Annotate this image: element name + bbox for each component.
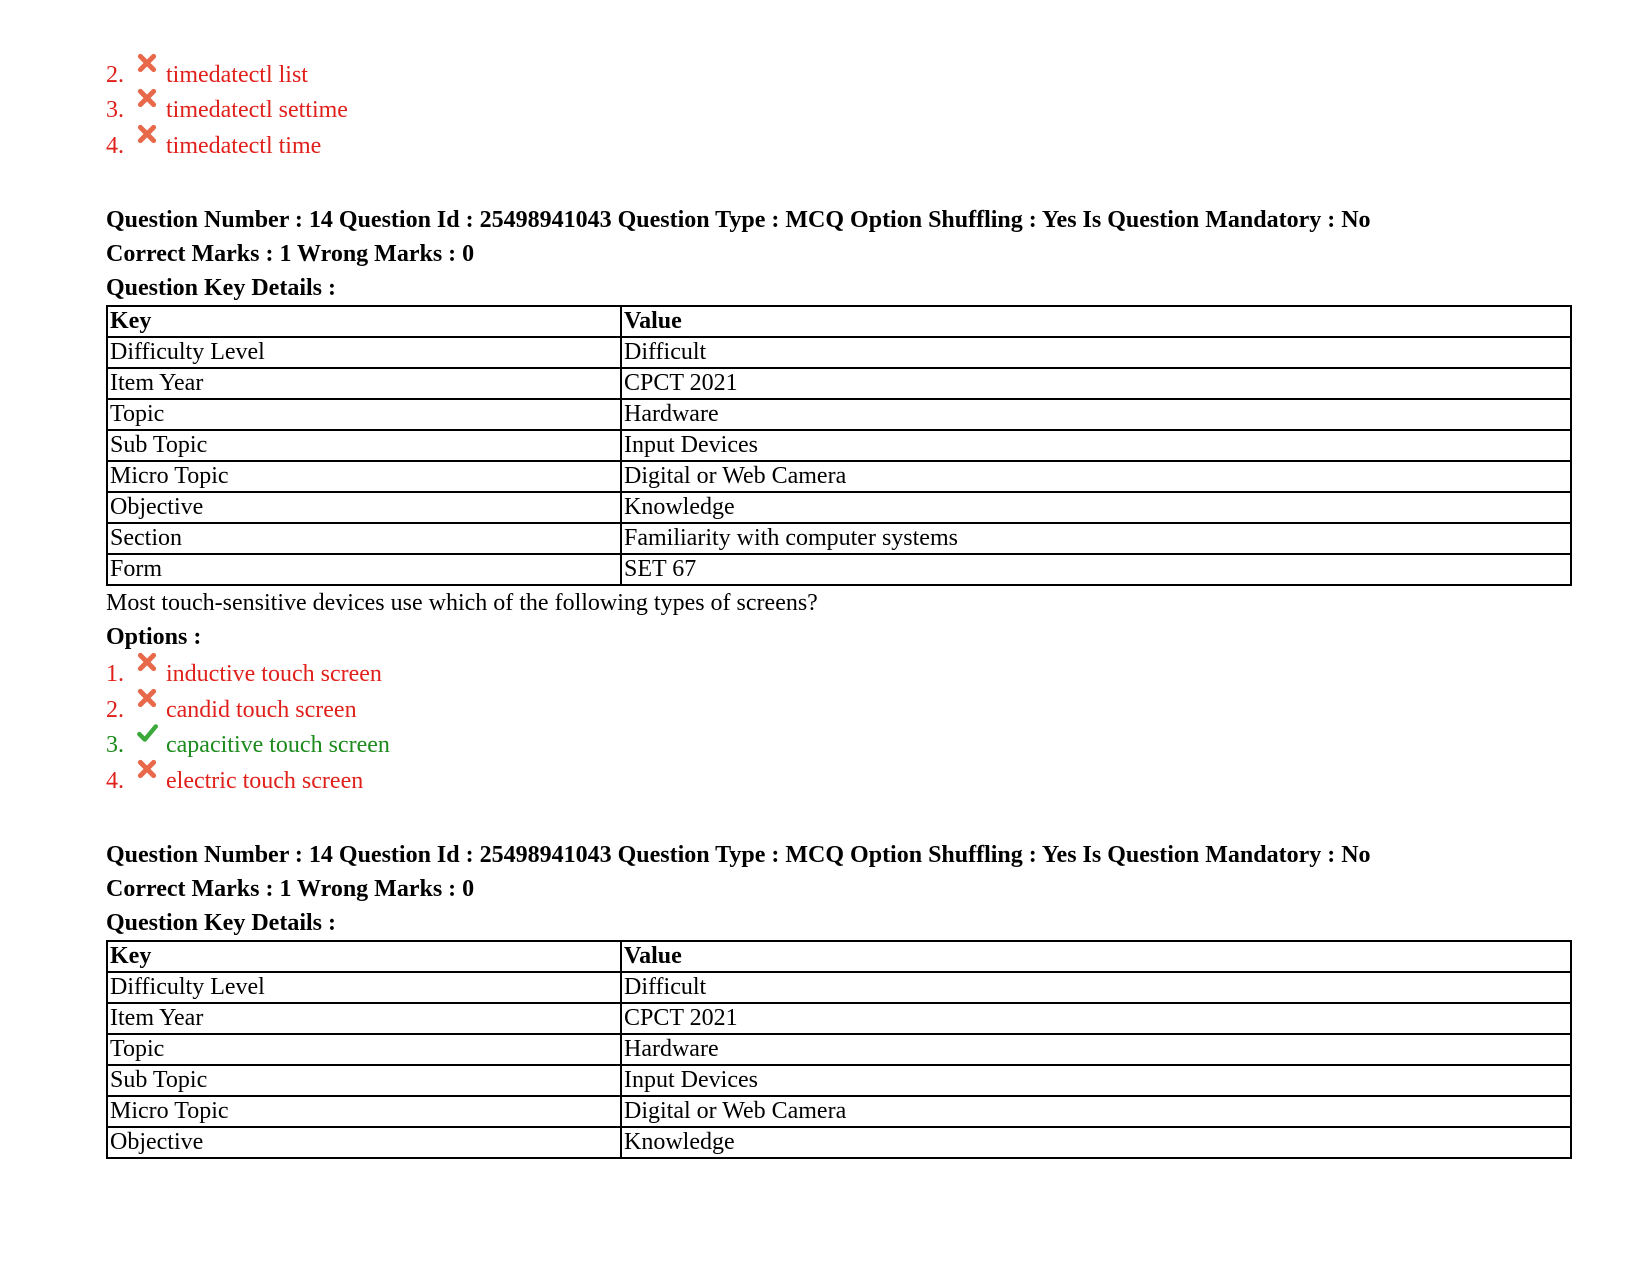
- cross-icon: [136, 687, 162, 713]
- table-row: [107, 972, 1571, 1003]
- option-number: 4.: [106, 133, 124, 159]
- table-row: [107, 461, 1571, 492]
- column-header-key: Key: [107, 306, 621, 337]
- row-value: Difficult: [621, 972, 1571, 1003]
- cross-icon: [136, 758, 162, 784]
- row-key: Section: [107, 523, 621, 554]
- key-details-table: [106, 940, 1572, 1159]
- row-key: Sub Topic: [107, 430, 621, 461]
- row-key: Sub Topic: [107, 1065, 621, 1096]
- table-row: [107, 368, 1571, 399]
- cross-icon: [136, 123, 162, 149]
- row-value: Knowledge: [621, 1127, 1571, 1158]
- options-label: Options :: [106, 624, 202, 650]
- row-value: Familiarity with computer systems: [621, 523, 1571, 554]
- table-row: [107, 430, 1571, 461]
- option-item: [106, 129, 321, 163]
- row-value: Hardware: [621, 1034, 1571, 1065]
- marks-line: Correct Marks : 1 Wrong Marks : 0: [106, 241, 475, 267]
- option-text: electric touch screen: [166, 768, 364, 794]
- option-text: timedatectl time: [166, 133, 322, 159]
- table-row: [107, 492, 1571, 523]
- row-key: Topic: [107, 399, 621, 430]
- option-text: candid touch screen: [166, 697, 357, 723]
- row-key: Difficulty Level: [107, 972, 621, 1003]
- row-value: Hardware: [621, 399, 1571, 430]
- row-value: Knowledge: [621, 492, 1571, 523]
- cross-icon: [136, 52, 162, 78]
- cross-icon: [136, 651, 162, 677]
- row-key: Objective: [107, 492, 621, 523]
- row-key: Micro Topic: [107, 461, 621, 492]
- row-key: Micro Topic: [107, 1096, 621, 1127]
- option-number: 3.: [106, 97, 124, 123]
- option-item: [106, 657, 382, 691]
- table-header-row: [107, 306, 1571, 337]
- table-row: [107, 1065, 1571, 1096]
- row-value: CPCT 2021: [621, 368, 1571, 399]
- table-header-row: [107, 941, 1571, 972]
- row-value: Digital or Web Camera: [621, 1096, 1571, 1127]
- row-value: SET 67: [621, 554, 1571, 585]
- table-row: [107, 1096, 1571, 1127]
- option-text: timedatectl settime: [166, 97, 348, 123]
- option-item: [106, 764, 363, 798]
- option-number: 3.: [106, 732, 124, 758]
- row-value: CPCT 2021: [621, 1003, 1571, 1034]
- row-value: Digital or Web Camera: [621, 461, 1571, 492]
- checkmark-icon: [136, 722, 162, 748]
- table-row: [107, 554, 1571, 585]
- table-row: [107, 523, 1571, 554]
- option-item-correct: [106, 728, 390, 762]
- row-value: Difficult: [621, 337, 1571, 368]
- row-key: Item Year: [107, 368, 621, 399]
- option-number: 4.: [106, 768, 124, 794]
- question-block: [106, 203, 1576, 654]
- option-number: 2.: [106, 62, 124, 88]
- table-row: [107, 337, 1571, 368]
- row-key: Objective: [107, 1127, 621, 1158]
- key-details-label: Question Key Details :: [106, 275, 336, 301]
- column-header-key: Key: [107, 941, 621, 972]
- question-header: Question Number : 14 Question Id : 25498941043 Question Type : MCQ Option Shuffling : Yes Is Question Mandatory : No: [106, 207, 1371, 233]
- key-details-label: Question Key Details :: [106, 910, 336, 936]
- table-row: [107, 1127, 1571, 1158]
- option-item: [106, 93, 348, 127]
- option-text: capacitive touch screen: [166, 732, 390, 758]
- question-header: Question Number : 14 Question Id : 25498941043 Question Type : MCQ Option Shuffling : Yes Is Question Mandatory : No: [106, 842, 1371, 868]
- table-row: [107, 1034, 1571, 1065]
- option-number: 2.: [106, 697, 124, 723]
- column-header-value: Value: [621, 306, 1571, 337]
- table-row: [107, 1003, 1571, 1034]
- row-key: Form: [107, 554, 621, 585]
- table-row: [107, 399, 1571, 430]
- row-value: Input Devices: [621, 1065, 1571, 1096]
- key-details-table: [106, 305, 1572, 586]
- row-key: Difficulty Level: [107, 337, 621, 368]
- row-key: Topic: [107, 1034, 621, 1065]
- option-text: timedatectl list: [166, 62, 308, 88]
- cross-icon: [136, 87, 162, 113]
- column-header-value: Value: [621, 941, 1571, 972]
- marks-line: Correct Marks : 1 Wrong Marks : 0: [106, 876, 475, 902]
- row-key: Item Year: [107, 1003, 621, 1034]
- question-text: Most touch-sensitive devices use which of the following types of screens?: [106, 590, 818, 616]
- option-text: inductive touch screen: [166, 661, 382, 687]
- question-block: [106, 838, 1576, 1220]
- option-number: 1.: [106, 661, 124, 687]
- row-value: Input Devices: [621, 430, 1571, 461]
